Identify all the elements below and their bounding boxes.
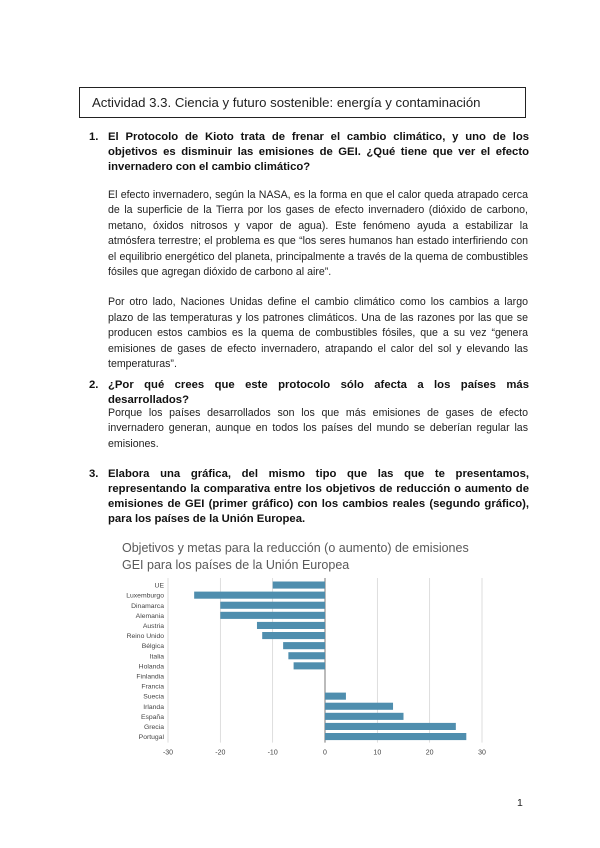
answer-1-paragraph-2: Por otro lado, Naciones Unidas define el cambio climático como los cambios a largo plazo de las temperaturas y los patrones climáticos. Una de las razones por las que se producen estos cambios es la quema de combustibles fósiles, que a su vez “genera emisiones de gases de efecto invernadero, atrapando el calor del sol y elevando las temperaturas”. <box>108 296 528 371</box>
question-text: ¿Por qué crees que este protocolo sólo afecta a los países más desarrollados? <box>108 379 529 406</box>
category-label: Portugal <box>138 734 164 742</box>
bar-bélgica <box>283 642 325 649</box>
category-label: Finlandia <box>136 673 164 681</box>
x-tick-label: 10 <box>373 749 382 755</box>
x-tick-label: -30 <box>162 749 174 755</box>
x-tick-label: 30 <box>478 749 486 755</box>
page-number: 1 <box>517 797 523 809</box>
question-text: Elabora una gráfica, del mismo tipo que las que te presentamos, representando la comparativa entre los objetivos de reducción o aumento de emisiones de GEI (primer gráfico) con los cambios reales (segundo gráfico), para los países de la Unión Europea. <box>108 468 529 525</box>
bar-grecia <box>325 723 456 730</box>
emissions-bar-chart <box>100 570 500 755</box>
bar-austria <box>257 622 325 629</box>
x-tick-label: -20 <box>215 749 226 755</box>
bar-suecia <box>325 693 346 700</box>
category-label: Reino Unido <box>126 633 164 641</box>
category-label: Bélgica <box>141 643 164 651</box>
question-number: 3. <box>89 468 99 480</box>
question-2 <box>89 378 529 408</box>
category-label: Grecia <box>143 724 164 731</box>
category-label: Dinamarca <box>131 602 164 610</box>
x-tick-label: 0 <box>323 749 327 755</box>
answer-1 <box>108 188 528 372</box>
bar-holanda <box>294 662 325 669</box>
x-tick-label: -10 <box>267 749 278 755</box>
answer-1-paragraph-1: El efecto invernadero, según la NASA, es la forma en que el calor queda atrapado cerca de la superficie de la Tierra por los gases de efecto invernadero (dióxido de carbono, metano, óxidos nitrosos y vapor de agua). Este fenómeno ayuda a estabilizar la atmósfera terrestre; el problema es que “los seres humanos han estado interfiriendo con el equilibrio energético del planeta, principalmente a través de la quema de combustibles fósiles que agregan dióxido de carbono al aire”. <box>108 189 528 279</box>
category-label: Francia <box>141 683 164 691</box>
category-label: Alemania <box>135 612 164 620</box>
answer-2-paragraph: Porque los países desarrollados son los que más emisiones de gases de efecto invernadero generan, aunque en todos los países del mundo se deberían regular las emisiones. <box>108 407 528 450</box>
category-label: Italia <box>149 653 164 661</box>
category-label: España <box>140 713 164 721</box>
question-1 <box>89 130 529 175</box>
category-label: Luxemburgo <box>126 592 164 600</box>
bar-portugal <box>325 733 466 740</box>
category-label: Holanda <box>138 663 164 671</box>
bar-reino-unido <box>262 632 325 639</box>
category-label: Suecia <box>143 693 164 701</box>
bar-españa <box>325 713 404 720</box>
x-tick-label: 20 <box>425 749 434 755</box>
bar-italia <box>288 652 325 659</box>
chart-title <box>122 540 469 574</box>
chart-title-line-1: Objetivos y metas para la reducción (o aumento) de emisiones <box>122 541 469 555</box>
bar-luxemburgo <box>194 592 325 599</box>
question-3 <box>89 467 529 527</box>
bar-ue <box>273 582 325 589</box>
chart-title-line-2: GEI para los países de la Unión Europea <box>122 558 350 572</box>
bar-dinamarca <box>220 602 325 609</box>
question-number: 2. <box>89 379 99 391</box>
question-text: El Protocolo de Kioto trata de frenar el cambio climático, y uno de los objetivos es disminuir las emisiones de GEI. ¿Qué tiene que ver el efecto invernadero con el cambio climático? <box>108 131 529 173</box>
category-label: Irlanda <box>143 703 164 711</box>
category-label: Austria <box>142 623 164 630</box>
answer-2 <box>108 406 528 452</box>
bar-alemania <box>220 612 325 619</box>
question-number: 1. <box>89 131 99 143</box>
category-label: UE <box>154 582 164 590</box>
bar-irlanda <box>325 703 393 710</box>
activity-title: Actividad 3.3. Ciencia y futuro sostenible: energía y contaminación <box>79 87 526 118</box>
